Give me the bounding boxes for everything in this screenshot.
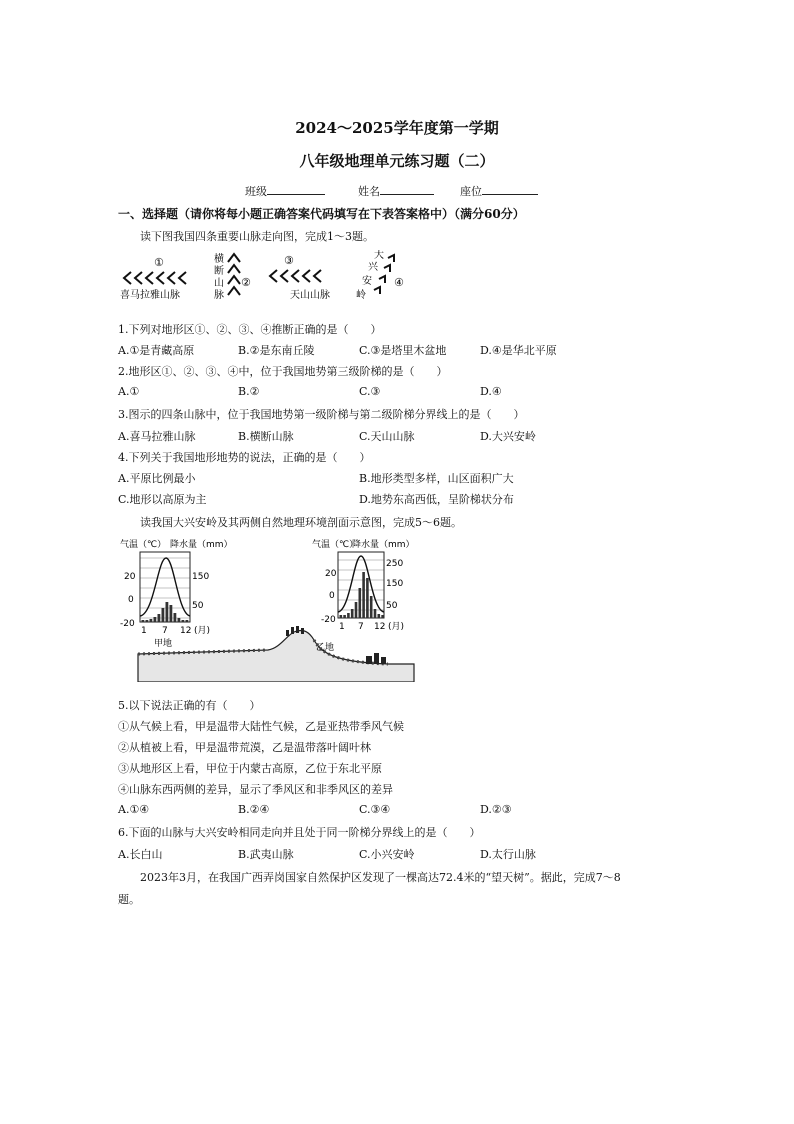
q5-option-a[interactable]: A.①④: [118, 803, 150, 816]
chevron-mark: [281, 270, 288, 282]
q6-option-c[interactable]: C.小兴安岭: [359, 848, 415, 861]
chevron-mark: [314, 270, 321, 282]
q4-option-d[interactable]: D.地势东高西低，呈阶梯状分布: [359, 493, 514, 506]
precip-bar: [178, 618, 181, 622]
q1-options: [0, 342, 794, 356]
chevron-mark: [157, 272, 164, 284]
q6-options: [0, 846, 794, 860]
q2-option-b[interactable]: B.②: [238, 385, 260, 398]
chevron-mark: [228, 276, 240, 284]
svg-text:7: 7: [358, 622, 364, 632]
precip-bar: [182, 620, 185, 622]
right-temp-label: 气温（℃）: [312, 540, 359, 550]
class-field[interactable]: 班级: [245, 183, 267, 199]
svg-text:20: 20: [325, 569, 337, 579]
q1-stem: 1.下列对地形区①、②、③、④推断正确的是（ ）: [118, 323, 382, 336]
intro-q5-6: 读我国大兴安岭及其两侧自然地理环境剖面示意图，完成5～6题。: [140, 516, 462, 529]
q5-statement-1: ①从气候上看，甲是温带大陆性气候，乙是亚热带季风气候: [118, 720, 404, 733]
precip-bar: [378, 614, 381, 618]
exam-title-subject: 八年级地理单元练习题（二）: [299, 152, 495, 170]
q2-option-c[interactable]: C.③: [359, 385, 381, 398]
label-1: ①: [154, 256, 164, 269]
svg-text:-20: -20: [120, 619, 135, 629]
q1-option-c[interactable]: C.③是塔里木盆地: [359, 344, 447, 357]
svg-text:(月): (月): [388, 622, 405, 632]
svg-text:12: 12: [180, 626, 192, 636]
precip-bar: [154, 617, 157, 622]
svg-text:7: 7: [162, 626, 168, 636]
label-3: ③: [284, 254, 294, 267]
intro-q7-8-line1: 2023年3月，在我国广西弄岗国家自然保护区发现了一棵高达72.4米的“望天树”。据此，完成7～8: [140, 871, 621, 884]
q5-option-c[interactable]: C.③④: [359, 803, 391, 816]
precip-bar: [142, 620, 145, 622]
svg-text:断: 断: [214, 266, 224, 277]
precip-bar: [166, 602, 169, 622]
exam-title-year: 2024～2025学年度第一学期: [295, 119, 499, 137]
site-b-label: 乙地: [316, 643, 335, 653]
precip-bar: [158, 614, 161, 622]
name-field[interactable]: 姓名: [358, 183, 380, 199]
q3-option-b[interactable]: B.横断山脉: [238, 430, 294, 443]
q5-stem: 5.以下说法正确的有（ ）: [118, 699, 261, 712]
q4-option-c[interactable]: C.地形以高原为主: [118, 493, 207, 506]
chevron-mark: [228, 254, 240, 262]
svg-text:山: 山: [214, 278, 224, 289]
svg-text:0: 0: [329, 591, 335, 601]
q1-option-d[interactable]: D.④是华北平原: [480, 344, 557, 357]
precip-bar: [362, 572, 365, 618]
chevron-mark: [168, 272, 175, 284]
q3-options: [0, 428, 794, 442]
q5-statement-4: ④山脉东西两侧的差异，显示了季风区和非季风区的差异: [118, 783, 393, 796]
chevron-mark: [303, 270, 310, 282]
svg-text:兴: 兴: [368, 262, 378, 273]
right-precip-label: 降水量（mm）: [352, 540, 415, 550]
q4-options-row2: [0, 491, 794, 505]
q3-option-a[interactable]: A.喜马拉雅山脉: [118, 430, 196, 443]
q4-options-row1: [0, 470, 794, 484]
svg-text:岭: 岭: [356, 290, 366, 301]
chevron-mark: [146, 272, 153, 284]
q5-option-b[interactable]: B.②④: [238, 803, 270, 816]
svg-text:50: 50: [386, 601, 398, 611]
tianshan-chevrons: [270, 270, 321, 282]
svg-text:安: 安: [362, 276, 372, 287]
q2-option-d[interactable]: D.④: [480, 385, 502, 398]
label-himalaya: 喜马拉雅山脉: [120, 290, 180, 301]
hengduan-label: [214, 252, 224, 301]
q6-stem: 6.下面的山脉与大兴安岭相同走向并且处于同一阶梯分界线上的是（ ）: [118, 826, 481, 839]
precip-bar: [340, 615, 343, 618]
left-temp-label: 气温（℃）: [120, 540, 167, 550]
mountain-direction-figure: [118, 250, 418, 308]
svg-text:-20: -20: [321, 615, 336, 625]
svg-text:(月): (月): [194, 626, 211, 636]
q4-stem: 4.下列关于我国地形地势的说法，正确的是（ ）: [118, 451, 371, 464]
cross-section-figure: [118, 536, 416, 682]
svg-text:脉: 脉: [214, 290, 224, 301]
precip-bar: [381, 615, 384, 618]
q6-option-a[interactable]: A.长白山: [118, 848, 163, 861]
svg-text:50: 50: [192, 601, 204, 611]
label-4: ④: [394, 276, 404, 289]
label-2: ②: [241, 276, 251, 289]
chevron-mark: [228, 287, 240, 295]
precip-bar: [351, 609, 354, 618]
precip-bar: [347, 613, 350, 618]
svg-text:横: 横: [214, 254, 224, 265]
svg-text:12: 12: [374, 622, 386, 632]
section-heading: 一、选择题（请你将每小题正确答案代码填写在下表答案格中）（满分60分）: [118, 207, 525, 221]
svg-text:大: 大: [374, 250, 384, 261]
terrain-profile: [138, 631, 414, 682]
intro-q1-3: 读下图我国四条重要山脉走向图，完成1～3题。: [140, 230, 374, 243]
himalaya-chevrons: [124, 272, 186, 284]
precip-bar: [162, 608, 165, 622]
q4-option-b[interactable]: B.地形类型多样，山区面积广大: [359, 472, 514, 485]
q3-stem: 3.图示的四条山脉中，位于我国地势第一级阶梯与第二级阶梯分界线上的是（ ）: [118, 408, 525, 421]
q5-statement-3: ③从地形区上看，甲位于内蒙古高原，乙位于东北平原: [118, 762, 382, 775]
precip-bar: [343, 615, 346, 618]
chevron-mark: [124, 272, 131, 284]
seat-field[interactable]: 座位: [460, 183, 482, 199]
precip-bar: [359, 588, 362, 618]
chevron-mark: [228, 265, 240, 273]
svg-text:0: 0: [128, 595, 134, 605]
q3-option-c[interactable]: C.天山山脉: [359, 430, 415, 443]
precip-bar: [370, 596, 373, 618]
q1-option-a[interactable]: A.①是青藏高原: [118, 344, 195, 357]
q6-option-d[interactable]: D.太行山脉: [480, 848, 536, 861]
precip-bar: [174, 613, 177, 622]
precip-bar: [170, 605, 173, 622]
q5-options: [0, 803, 794, 817]
left-temp-curve: [140, 558, 190, 616]
precip-bar: [374, 609, 377, 618]
chevron-mark: [270, 270, 277, 282]
chevron-mark: [179, 272, 186, 284]
svg-text:1: 1: [339, 622, 345, 632]
hengduan-chevrons: [228, 254, 240, 295]
q1-option-b[interactable]: B.②是东南丘陵: [238, 344, 315, 357]
site-a-label: 甲地: [154, 639, 173, 649]
q4-option-a[interactable]: A.平原比例最小: [118, 472, 196, 485]
svg-text:250: 250: [386, 559, 404, 569]
label-tianshan: 天山山脉: [290, 290, 330, 301]
q6-option-b[interactable]: B.武夷山脉: [238, 848, 294, 861]
precip-bar: [366, 578, 369, 618]
right-precip-bars: [340, 572, 384, 618]
precip-bar: [186, 620, 189, 622]
precip-bar: [150, 619, 153, 622]
q5-statement-2: ②从植被上看，甲是温带荒漠，乙是温带落叶阔叶林: [118, 741, 371, 754]
q3-option-d[interactable]: D.大兴安岭: [480, 430, 536, 443]
left-precip-label: 降水量（mm）: [170, 540, 233, 550]
svg-text:150: 150: [192, 572, 210, 582]
precip-bar: [355, 602, 358, 618]
q2-option-a[interactable]: A.①: [118, 385, 140, 398]
svg-text:150: 150: [386, 579, 404, 589]
svg-text:20: 20: [124, 572, 136, 582]
q2-stem: 2.地形区①、②、③、④中，位于我国地势第三级阶梯的是（ ）: [118, 365, 448, 378]
precip-bar: [146, 620, 149, 622]
east-buildings: [366, 653, 386, 664]
intro-q7-8-line2: 题。: [118, 893, 140, 906]
chevron-mark: [292, 270, 299, 282]
q5-option-d[interactable]: D.②③: [480, 803, 512, 816]
q2-options: [0, 385, 794, 399]
chevron-mark: [135, 272, 142, 284]
svg-text:1: 1: [141, 626, 147, 636]
